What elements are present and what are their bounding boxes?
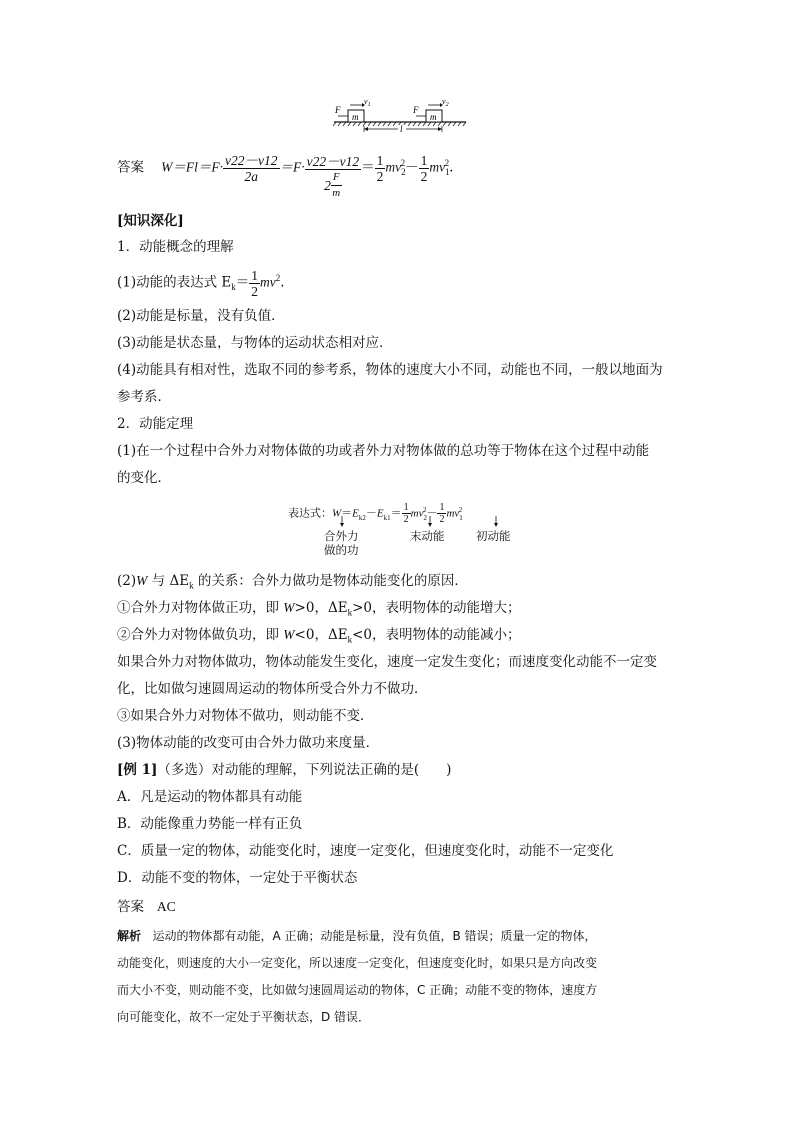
option-d: D．动能不变的物体，一定处于平衡状态 <box>117 870 358 886</box>
paragraph-scalar: (2)动能是标量，没有负值． <box>117 308 285 324</box>
example-label: [例 1] <box>117 762 158 778</box>
paragraph-relativity-2: 参考系． <box>117 389 171 405</box>
v1-label: $v_1$ <box>364 97 371 108</box>
force-displacement-diagram <box>330 96 470 136</box>
subsection-title-2: 2．动能定理 <box>117 416 194 432</box>
paragraph-measure: (3)物体动能的改变可由合外力做功来度量． <box>117 735 380 751</box>
case-positive-work: ①合外力对物体做正功，即 W>0，$\Delta E_k>0$，表明物体的动能增大； <box>117 600 521 618</box>
analysis-line-4: 向可能变化，故不一定处于平衡状态，D 错误． <box>117 1010 371 1024</box>
analysis-line-3: 而大小不变，则动能不变，比如做匀速圆周运动的物体，C 正确；动能不变的物体，速度方 <box>117 983 598 997</box>
theorem-expression-figure: 表达式：$W=E_{k2}-E_{k1}=$ $\frac{1}{2}$ $mv_2^2-$ $\frac{1}{2}$ $mv_1^2$ 合外力 做的功 末动能 初动能 <box>288 502 511 557</box>
subsection-title-1: 1．动能概念的理解 <box>117 239 234 255</box>
paragraph-ek-expression: (1)动能的表达式 $E_k=$ $\frac{1}{2}$ $mv^2$. <box>117 267 285 299</box>
force-label-1: F <box>335 105 341 115</box>
option-b: B．动能像重力势能一样有正负 <box>117 816 303 832</box>
displacement-label: l <box>400 124 403 134</box>
mass-label-2: m <box>430 112 437 122</box>
paragraph-state: (3)动能是状态量，与物体的运动状态相对应． <box>117 335 393 351</box>
mass-label-1: m <box>352 112 359 122</box>
paragraph-relativity-1: (4)动能具有相对性，选取不同的参考系，物体的速度大小不同，动能也不同，一般以地面为 <box>117 362 663 378</box>
answer-formula: 答案 W＝Fl＝F· $\frac{v22-v12}{2a}$ ＝F· v22－v12 2 $\frac{F}{m}$ ＝ $\frac{1}{2}$ $mv_2^2-$ $\frac{1}{2}$ $mv_1^2$. <box>117 152 454 199</box>
section-header: [知识深化] <box>117 213 184 229</box>
analysis-line-2: 动能变化，则速度的大小一定变化，所以速度一定变化，但速度变化时，如果只是方向改变 <box>117 956 598 970</box>
answer-label: 答案 <box>117 159 144 176</box>
option-c: C．质量一定的物体，动能变化时，速度一定变化，但速度变化时，动能不一定变化 <box>117 843 614 859</box>
paragraph-relation: (2)W 与 $\Delta E_k$ 的关系：合外力做功是物体动能变化的原因． <box>117 573 468 591</box>
option-a: A．凡是运动的物体都具有动能 <box>117 789 303 805</box>
note-initial-ke: 初动能 <box>476 529 511 543</box>
v2-label: $v_2$ <box>442 97 449 108</box>
paragraph-theorem-2: 的变化． <box>117 470 171 486</box>
analysis-line-1: 解析 运动的物体都有动能，A 正确；动能是标量，没有负值，B 错误；质量一定的物体， <box>117 929 597 943</box>
paragraph-theorem-1: (1)在一个过程中合外力对物体做的功或者外力对物体做的总功等于物体在这个过程中动能 <box>117 443 650 459</box>
example-stem: [例 1]（多选）对动能的理解，下列说法正确的是( ) <box>117 762 452 778</box>
paragraph-note-2: 化，比如做匀速圆周运动的物体所受合外力不做功． <box>117 681 428 697</box>
note-final-ke: 末动能 <box>410 529 445 543</box>
paragraph-note-1: 如果合外力对物体做功，物体动能发生变化，速度一定发生变化；而速度变化动能不一定变 <box>117 654 657 670</box>
case-negative-work: ②合外力对物体做负功，即 W<0，$\Delta E_k<0$，表明物体的动能减小； <box>117 627 521 645</box>
case-no-work: ③如果合外力对物体不做功，则动能不变． <box>117 708 374 724</box>
note-work: 合外力 做的功 <box>324 529 359 557</box>
example-answer: 答案 AC <box>117 899 176 915</box>
force-label-2: F <box>413 105 419 115</box>
